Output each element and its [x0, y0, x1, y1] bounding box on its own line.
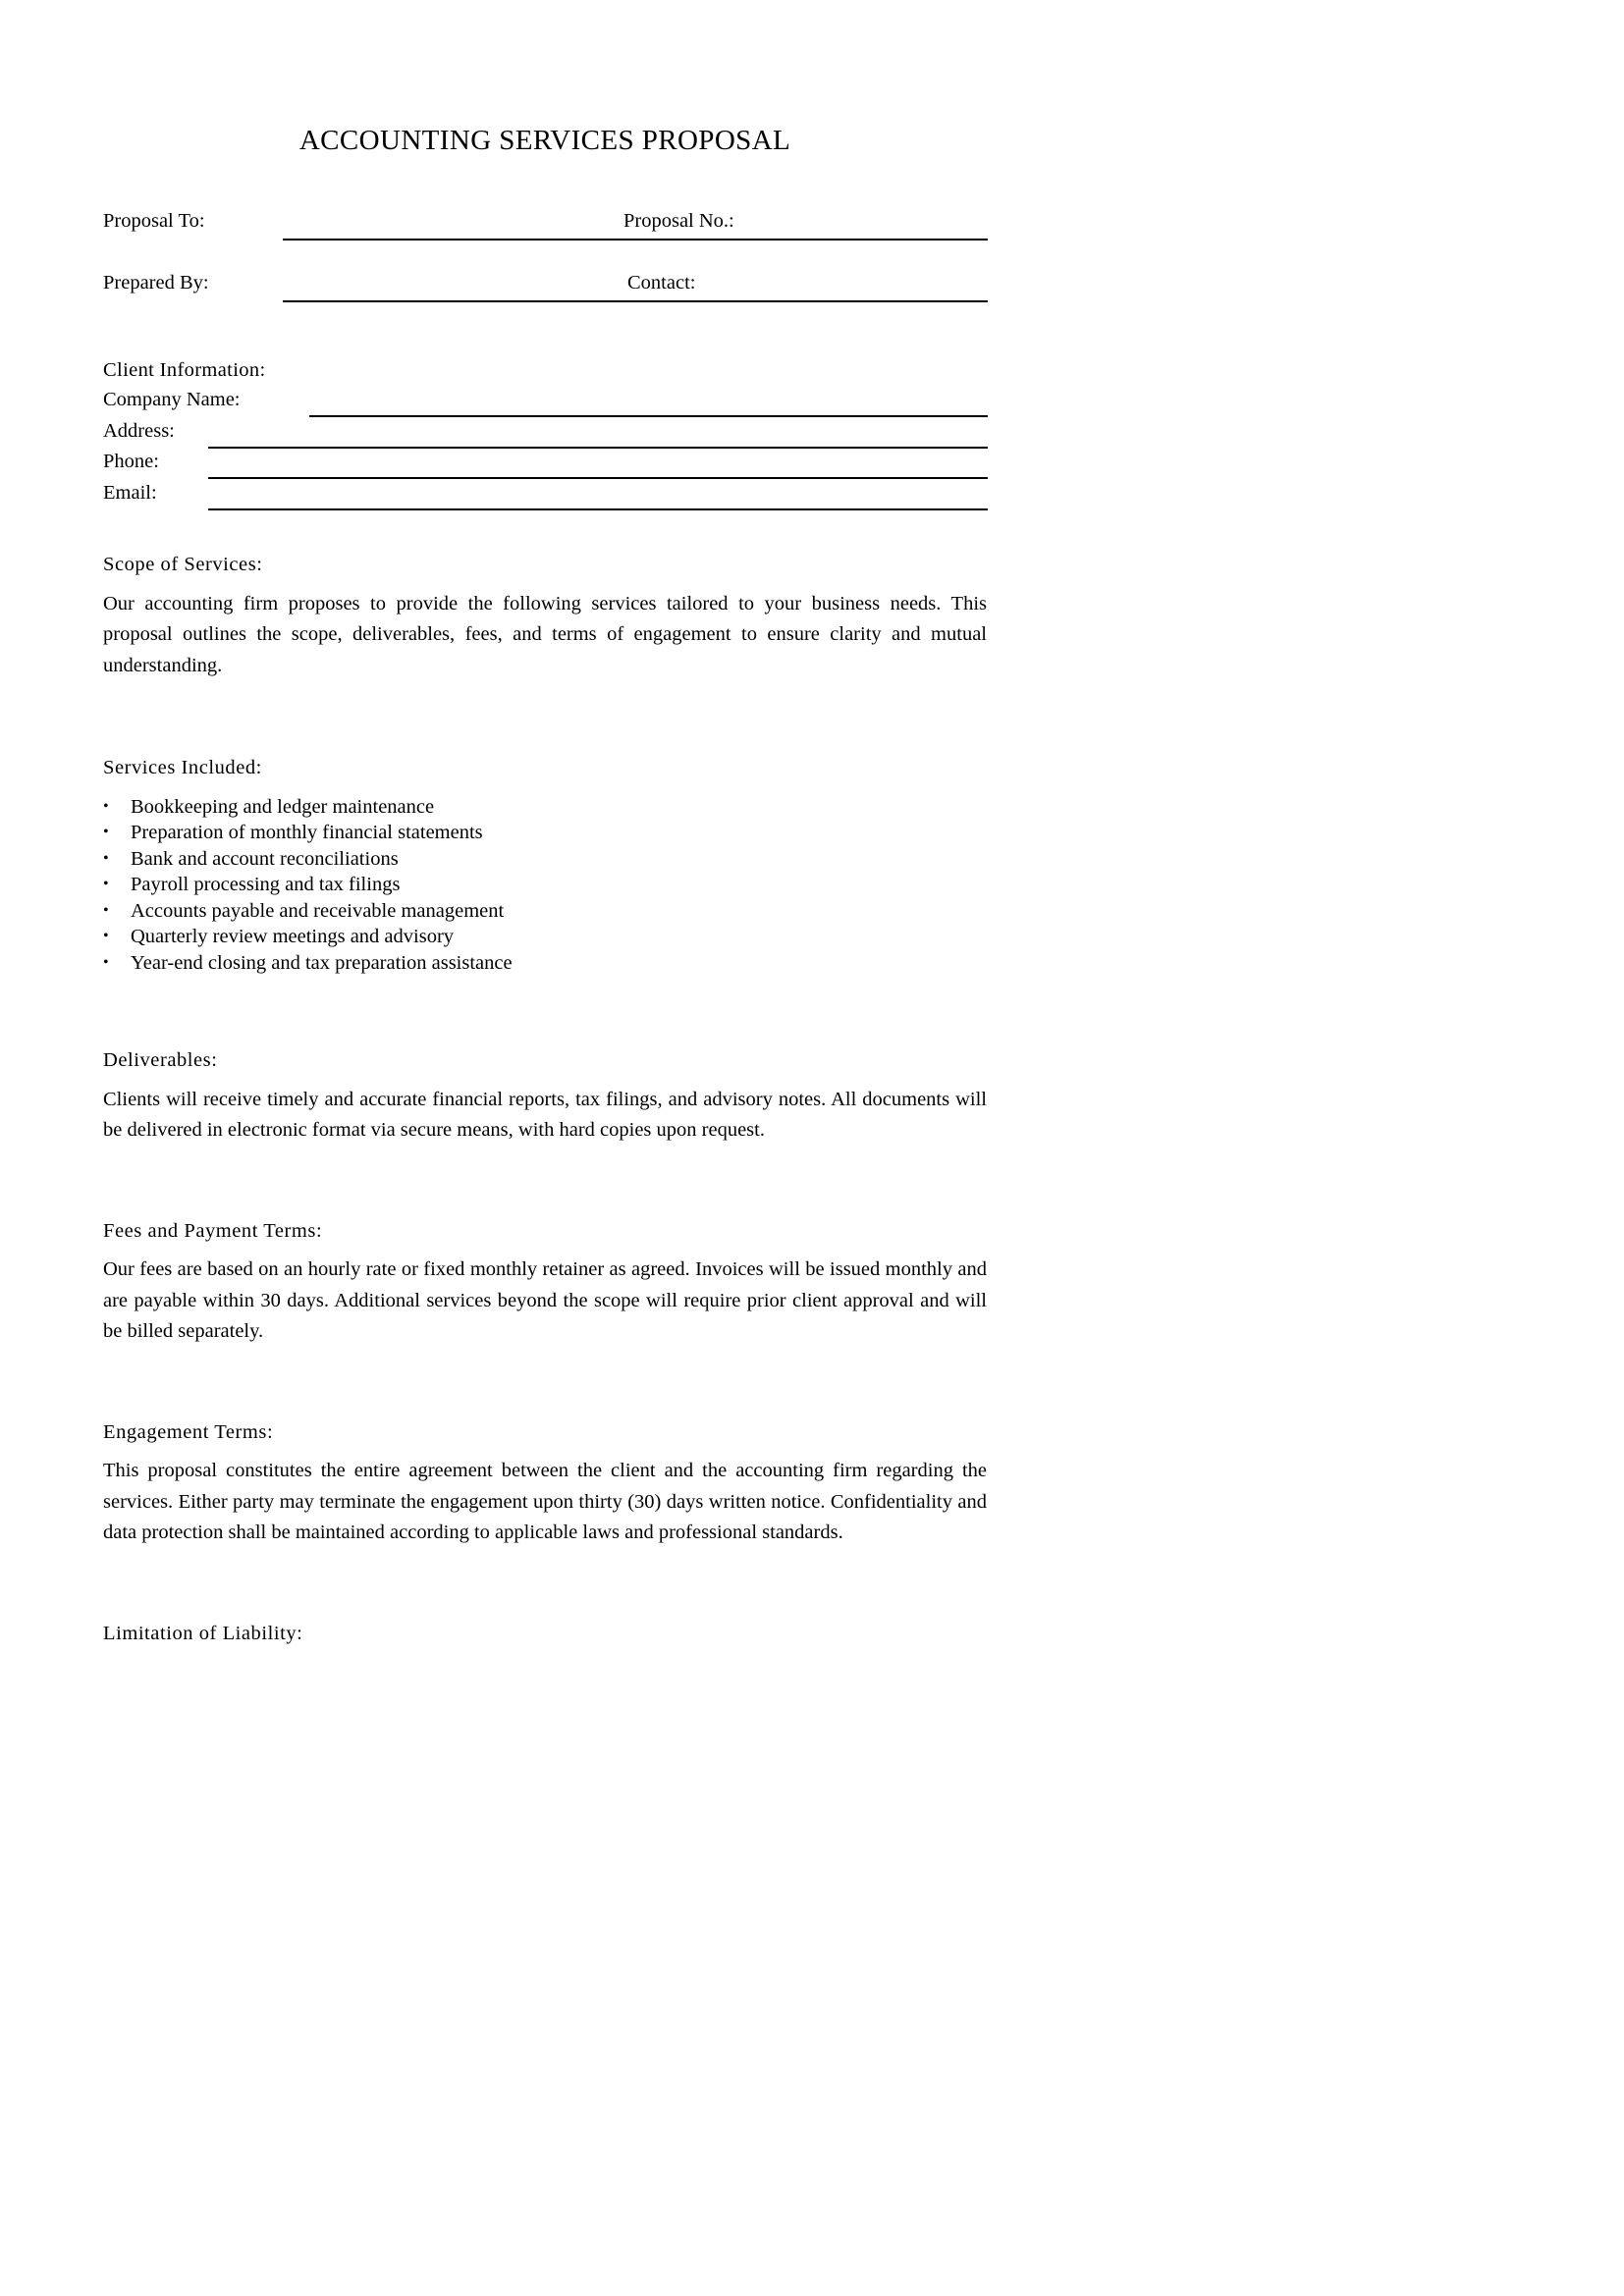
prepared-by-label: Prepared By:: [103, 271, 209, 294]
phone-input-rule[interactable]: [208, 477, 988, 479]
list-item: [103, 924, 987, 950]
list-item-label: Bookkeeping and ledger maintenance: [131, 795, 435, 818]
spacer: [103, 335, 987, 360]
scope-of-services-heading: Scope of Services:: [103, 554, 263, 576]
spacer: [103, 681, 987, 758]
form-row-prepared-by: [103, 273, 987, 335]
proposal-to-label: Proposal To:: [103, 209, 205, 232]
list-item-label: Bank and account reconciliations: [131, 847, 399, 870]
document-content: [103, 0, 987, 1643]
client-field-phone: [103, 452, 987, 483]
address-input-rule[interactable]: [208, 447, 988, 449]
email-input-rule[interactable]: [208, 508, 988, 510]
list-item: [103, 950, 987, 977]
client-information-heading: Client Information:: [103, 358, 266, 381]
proposal-to-input-rule[interactable]: [283, 239, 988, 240]
page-title: ACCOUNTING SERVICES PROPOSAL: [298, 125, 791, 156]
bullet-icon: •: [103, 876, 109, 893]
list-item: [103, 898, 987, 925]
client-field-address: [103, 421, 987, 453]
bullet-icon: •: [103, 953, 109, 971]
scope-of-services-paragraph: Our accounting firm proposes to provide the following services tailored to your business needs. This proposal outlines the scope, deliverables, fees, and terms of engagement to ensure clarity and mutual understanding.: [103, 592, 987, 676]
deliverables-paragraph: Clients will receive timely and accurate financial reports, tax filings, and advisory notes. All documents will be delivered in electronic format via secure means, with hard copies upon request.: [103, 1088, 987, 1142]
form-row-proposal-to: [103, 211, 987, 273]
proposal-no-label: Proposal No.:: [623, 209, 734, 232]
prepared-by-input-rule[interactable]: [283, 300, 988, 302]
company-name-label: Company Name:: [103, 390, 244, 410]
services-included-heading: Services Included:: [103, 757, 262, 779]
spacer: [103, 157, 987, 211]
address-label: Address:: [103, 421, 178, 442]
list-item-label: Preparation of monthly financial statements: [131, 822, 483, 844]
spacer: [103, 1348, 987, 1422]
deliverables-heading: Deliverables:: [103, 1049, 218, 1072]
bullet-icon: •: [103, 849, 109, 867]
email-label: Email:: [103, 483, 160, 504]
client-field-email: [103, 483, 987, 514]
fees-and-payment-terms-paragraph: Our fees are based on an hourly rate or fixed monthly retainer as agreed. Invoices will be issued monthly and are payable within 30 days. Additional services beyond the scope will require prior client approval and will be billed separately.: [103, 1258, 987, 1343]
list-item: [103, 846, 987, 873]
bullet-icon: •: [103, 901, 109, 919]
contact-label: Contact:: [627, 271, 696, 294]
engagement-terms-heading: Engagement Terms:: [103, 1420, 274, 1443]
spacer: [103, 1549, 987, 1624]
spacer: [103, 778, 987, 794]
list-item-label: Year-end closing and tax preparation assistance: [131, 951, 513, 974]
list-item-label: Quarterly review meetings and advisory: [131, 926, 455, 948]
bullet-icon: •: [103, 797, 109, 815]
services-included-list: [103, 794, 987, 977]
list-item: [103, 872, 987, 898]
spacer: [103, 1147, 987, 1221]
limitation-of-liability-heading: Limitation of Liability:: [103, 1622, 303, 1644]
spacer: [103, 1442, 987, 1456]
bullet-icon: •: [103, 928, 109, 945]
client-field-company-name: [103, 390, 987, 421]
list-item-label: Accounts payable and receivable management: [131, 899, 505, 922]
engagement-terms-paragraph: This proposal constitutes the entire agreement between the client and the accounting firm regarding the services. Either party may terminate the engagement upon thirty (30) days written notice. Confidentiality and data protection shall be maintained according to applicable laws and professional standards.: [103, 1460, 987, 1544]
fees-and-payment-terms-heading: Fees and Payment Terms:: [103, 1219, 323, 1242]
phone-label: Phone:: [103, 452, 162, 472]
spacer: [103, 513, 987, 555]
bullet-icon: •: [103, 824, 109, 841]
list-item-label: Payroll processing and tax filings: [131, 874, 401, 896]
spacer: [103, 1071, 987, 1085]
list-item: [103, 794, 987, 821]
company-name-input-rule[interactable]: [309, 415, 988, 417]
spacer: [103, 1241, 987, 1255]
spacer: [103, 976, 987, 1050]
spacer: [103, 575, 987, 589]
list-item: [103, 820, 987, 846]
